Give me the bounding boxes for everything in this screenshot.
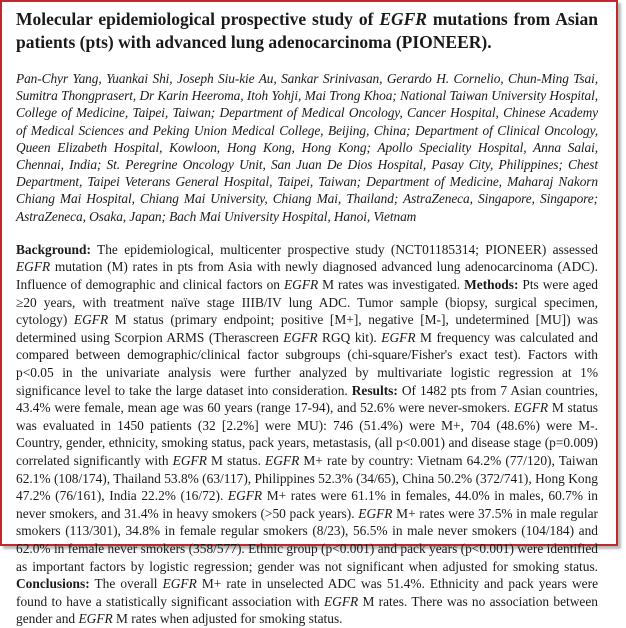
abstract-body [16,241,598,628]
gene-name: EGFR [283,329,318,345]
section-label: Background: [16,241,91,257]
text-run: M status (primary endpoint; positive [M+], negative [M-], undetermined [MU]) was determined using Scorpion ARMS (Therascreen [16,312,598,345]
section-label: Methods: [464,277,519,293]
gene-name: EGFR [162,576,197,592]
gene-name: EGFR [227,488,263,504]
text-run: M status was evaluated in 1450 patients (32 [2.2%] were MU): 746 (51.4%) were M+, 704 (48.6%) were M-. Country, gender, ethnicity, smoking status, pack years, metastasis, (all p<0.001) and disease stage (p=0.009) correlated significantly with [16,400,598,468]
gene-name: EGFR [73,312,109,328]
text-run: M+ rate in unselected ADC was 51.4%. Ethnicity and pack years were found to have a statistically significant association with [16,576,599,609]
authors-affiliations: Pan-Chyr Yang, Yuankai Shi, Joseph Siu-kie Au, Sankar Srinivasan, Gerardo H. Cornelio, Chun-Ming Tsai, Sumitra Thongprasert, Dr Karin Heeroma, Itoh Yohji, Mai Trong Khoa; National Taiwan University Hospital, College of Medicine, Taipei, Taiwan; Department of Medical Oncology, Cancer Hospital, Chinese Academy of Medical Sciences and Peking Union Medical College, Beijing, China; Department of Clinical Oncology, Queen Elizabeth Hospital, Kowloon, Hong Kong, Hong Kong; Apollo Speciality Hospital, Anna Salai, Chennai, India; St. Peregrine Oncology Unit, San Juan De Dios Hospital, Pasay City, Philippines; Chest Department, Taipei Veterans General Hospital, Taipei, Taiwan; Department of Medicine, Maharaj Nakorn Chiang Mai Hospital, Chiang Mai University, Chiang Mai, Thailand; AstraZeneca, Singapore, Singapore; AstraZeneca, Osaka, Japan; Bach Mai University Hospital, Hanoi, Vietnam [16,71,598,224]
gene-name: EGFR [513,400,549,416]
gene-name: EGFR [379,9,427,29]
gene-name: EGFR [283,277,319,293]
gene-name: EGFR [78,611,113,627]
section-label: Conclusions: [16,576,90,592]
text-run: mutations from Asian patients (pts) with advanced lung adenocarcinoma (PIONEER). [16,9,598,52]
text-run: Pts were aged ≥20 years, with treatment naïve stage IIIB/IV lung ADC. Tumor sample (biopsy, surgical specimen, cytology) [16,277,599,328]
text-run: M rates when adjusted for smoking status. [112,611,343,627]
gene-name: EGFR [323,593,359,609]
text-run: M+ rate by country: Vietnam 64.2% (77/120), Taiwan 62.1% (108/174), Thailand 53.8% (63/117), Philippines 52.3% (34/65), China 50.2% (372/741), Hong Kong 47.2% (76/161), India 22.2% (16/72). [16,452,598,504]
text-run: M+ rates were 61.1% in females, 44.0% in males, 60.7% in never smokers, and 31.4% in heavy smokers (>50 pack years). [16,488,598,521]
text-run: Molecular epidemiological prospective study of [16,9,380,29]
text-run: The overall [89,576,163,592]
text-run: M rates was investigated. [318,277,465,293]
text-run: The epidemiological, multicenter prospective study (NCT01185314; PIONEER) assessed [90,241,598,257]
text-run: M status. [206,452,266,468]
gene-name: EGFR [381,329,416,345]
gene-name: EGFR [172,452,207,468]
text-run: RGQ kit). [317,329,382,345]
gene-name: EGFR [16,259,51,275]
text-run: M frequency was calculated and compared between demographic/clinical factor subgroups (chi-square/Fisher's exact test). Factors with p<0.05 in the univariate analysis were further analyzed by multivariate logistic regression at 1% significance level to take the large dataset into consideration. [16,329,598,398]
text-run: M rates. There was no association between gender and [16,593,598,627]
text-run: M+ rates were 37.5% in male regular smokers (113/301), 34.8% in female regular smokers (8/23), 56.5% in male never smokers (104/184) and 62.0% in female never smokers (358/577). Ethnic group (p<0.001) and pack years (p<0.001) were identified as important factors by logistic regression; gender was not significant when adjusted for smoking status. [16,505,598,574]
text-run: Of 1482 pts from 7 Asian countries, 43.4% were female, mean age was 60 years (range 17-94), and 52.6% were never-smokers. [16,382,598,416]
section-label: Results: [351,382,398,398]
abstract-title [16,8,598,54]
gene-name: EGFR [358,505,393,521]
text-run: mutation (M) rates in pts from Asia with newly diagnosed advanced lung adenocarcinoma (ADC). Influence of demographic and clinical factors on [16,259,598,293]
gene-name: EGFR [265,452,300,468]
abstract-content [16,8,598,628]
